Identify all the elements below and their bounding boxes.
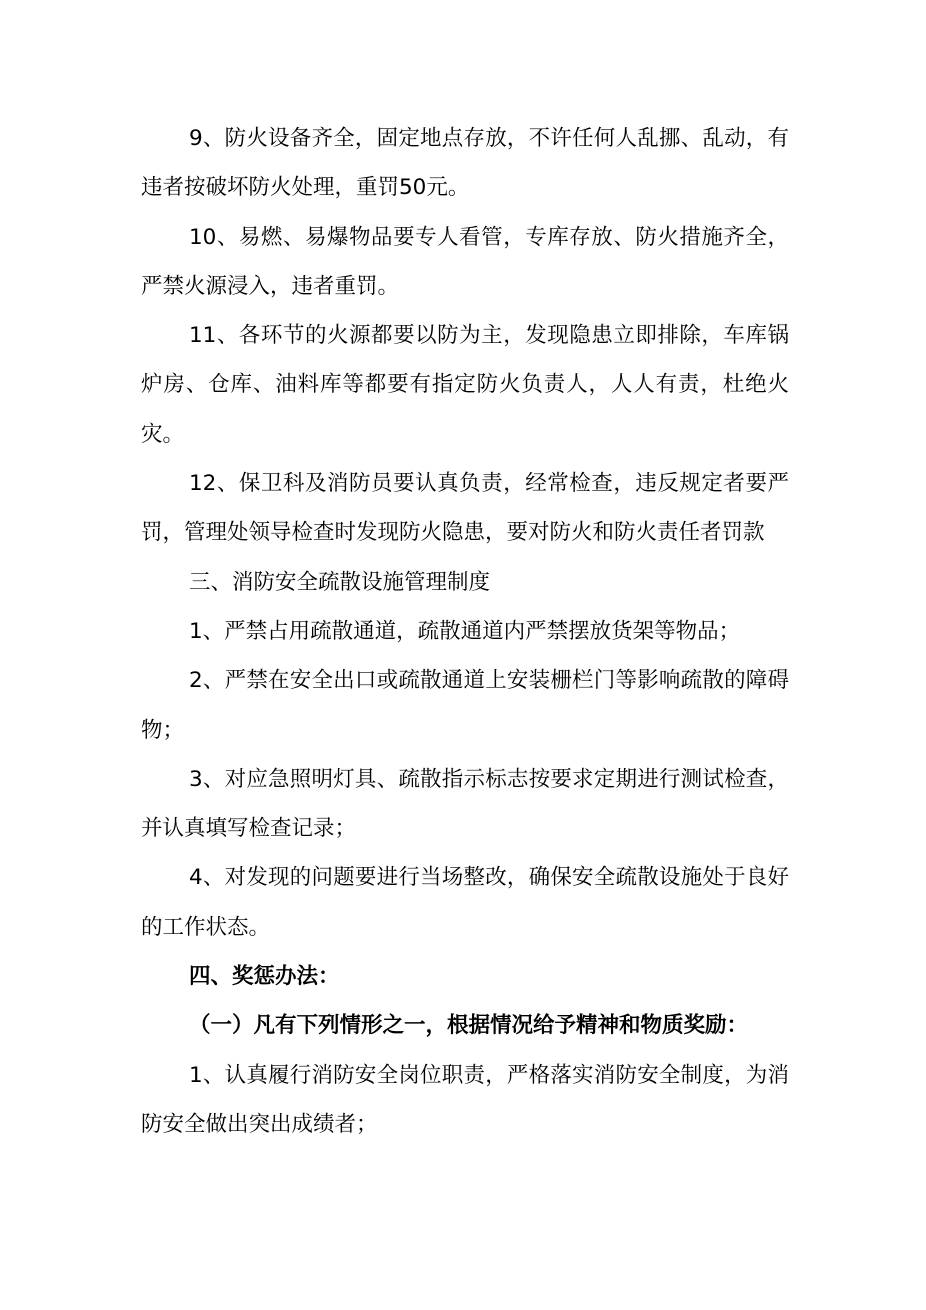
section-heading-rewards: 四、奖惩办法： [189, 964, 340, 990]
section-heading-evacuation: 三、消防安全疏散设施管理制度 [189, 569, 491, 595]
document-page [141, 114, 789, 1149]
paragraph-item-10: 10、易燃、易爆物品要专人看管，专库存放、防火措施齐全，严禁火源浸入，违者重罚。 [141, 224, 789, 299]
paragraph-item-12: 12、保卫科及消防员要认真负责，经常检查，违反规定者要严罚，管理处领导检查时发现防火隐患，要对防火和防火责任者罚款 [141, 471, 789, 546]
evacuation-item-1: 1、严禁占用疏散通道，疏散通道内严禁摆放货架等物品； [189, 618, 741, 644]
paragraph-item-9: 9、防火设备齐全，固定地点存放，不许任何人乱挪、乱动，有违者按破坏防火处理，重罚50元。 [141, 126, 789, 201]
rewards-item-1: 1、认真履行消防安全岗位职责，严格落实消防安全制度，为消防安全做出突出成绩者； [141, 1062, 789, 1137]
subsection-heading-rewards: （一）凡有下列情形之一，根据情况给予精神和物质奖励： [189, 1013, 749, 1039]
paragraph-item-11: 11、各环节的火源都要以防为主，发现隐患立即排除，车库锅炉房、仓库、油料库等都要有指定防火负责人，人人有责，杜绝火灾。 [141, 323, 789, 447]
evacuation-item-4: 4、对发现的问题要进行当场整改，确保安全疏散设施处于良好的工作状态。 [141, 865, 789, 940]
evacuation-item-2: 2、严禁在安全出口或疏散通道上安装栅栏门等影响疏散的障碍物； [141, 668, 789, 743]
evacuation-item-3: 3、对应急照明灯具、疏散指示标志按要求定期进行测试检查，并认真填写检查记录； [141, 766, 789, 842]
